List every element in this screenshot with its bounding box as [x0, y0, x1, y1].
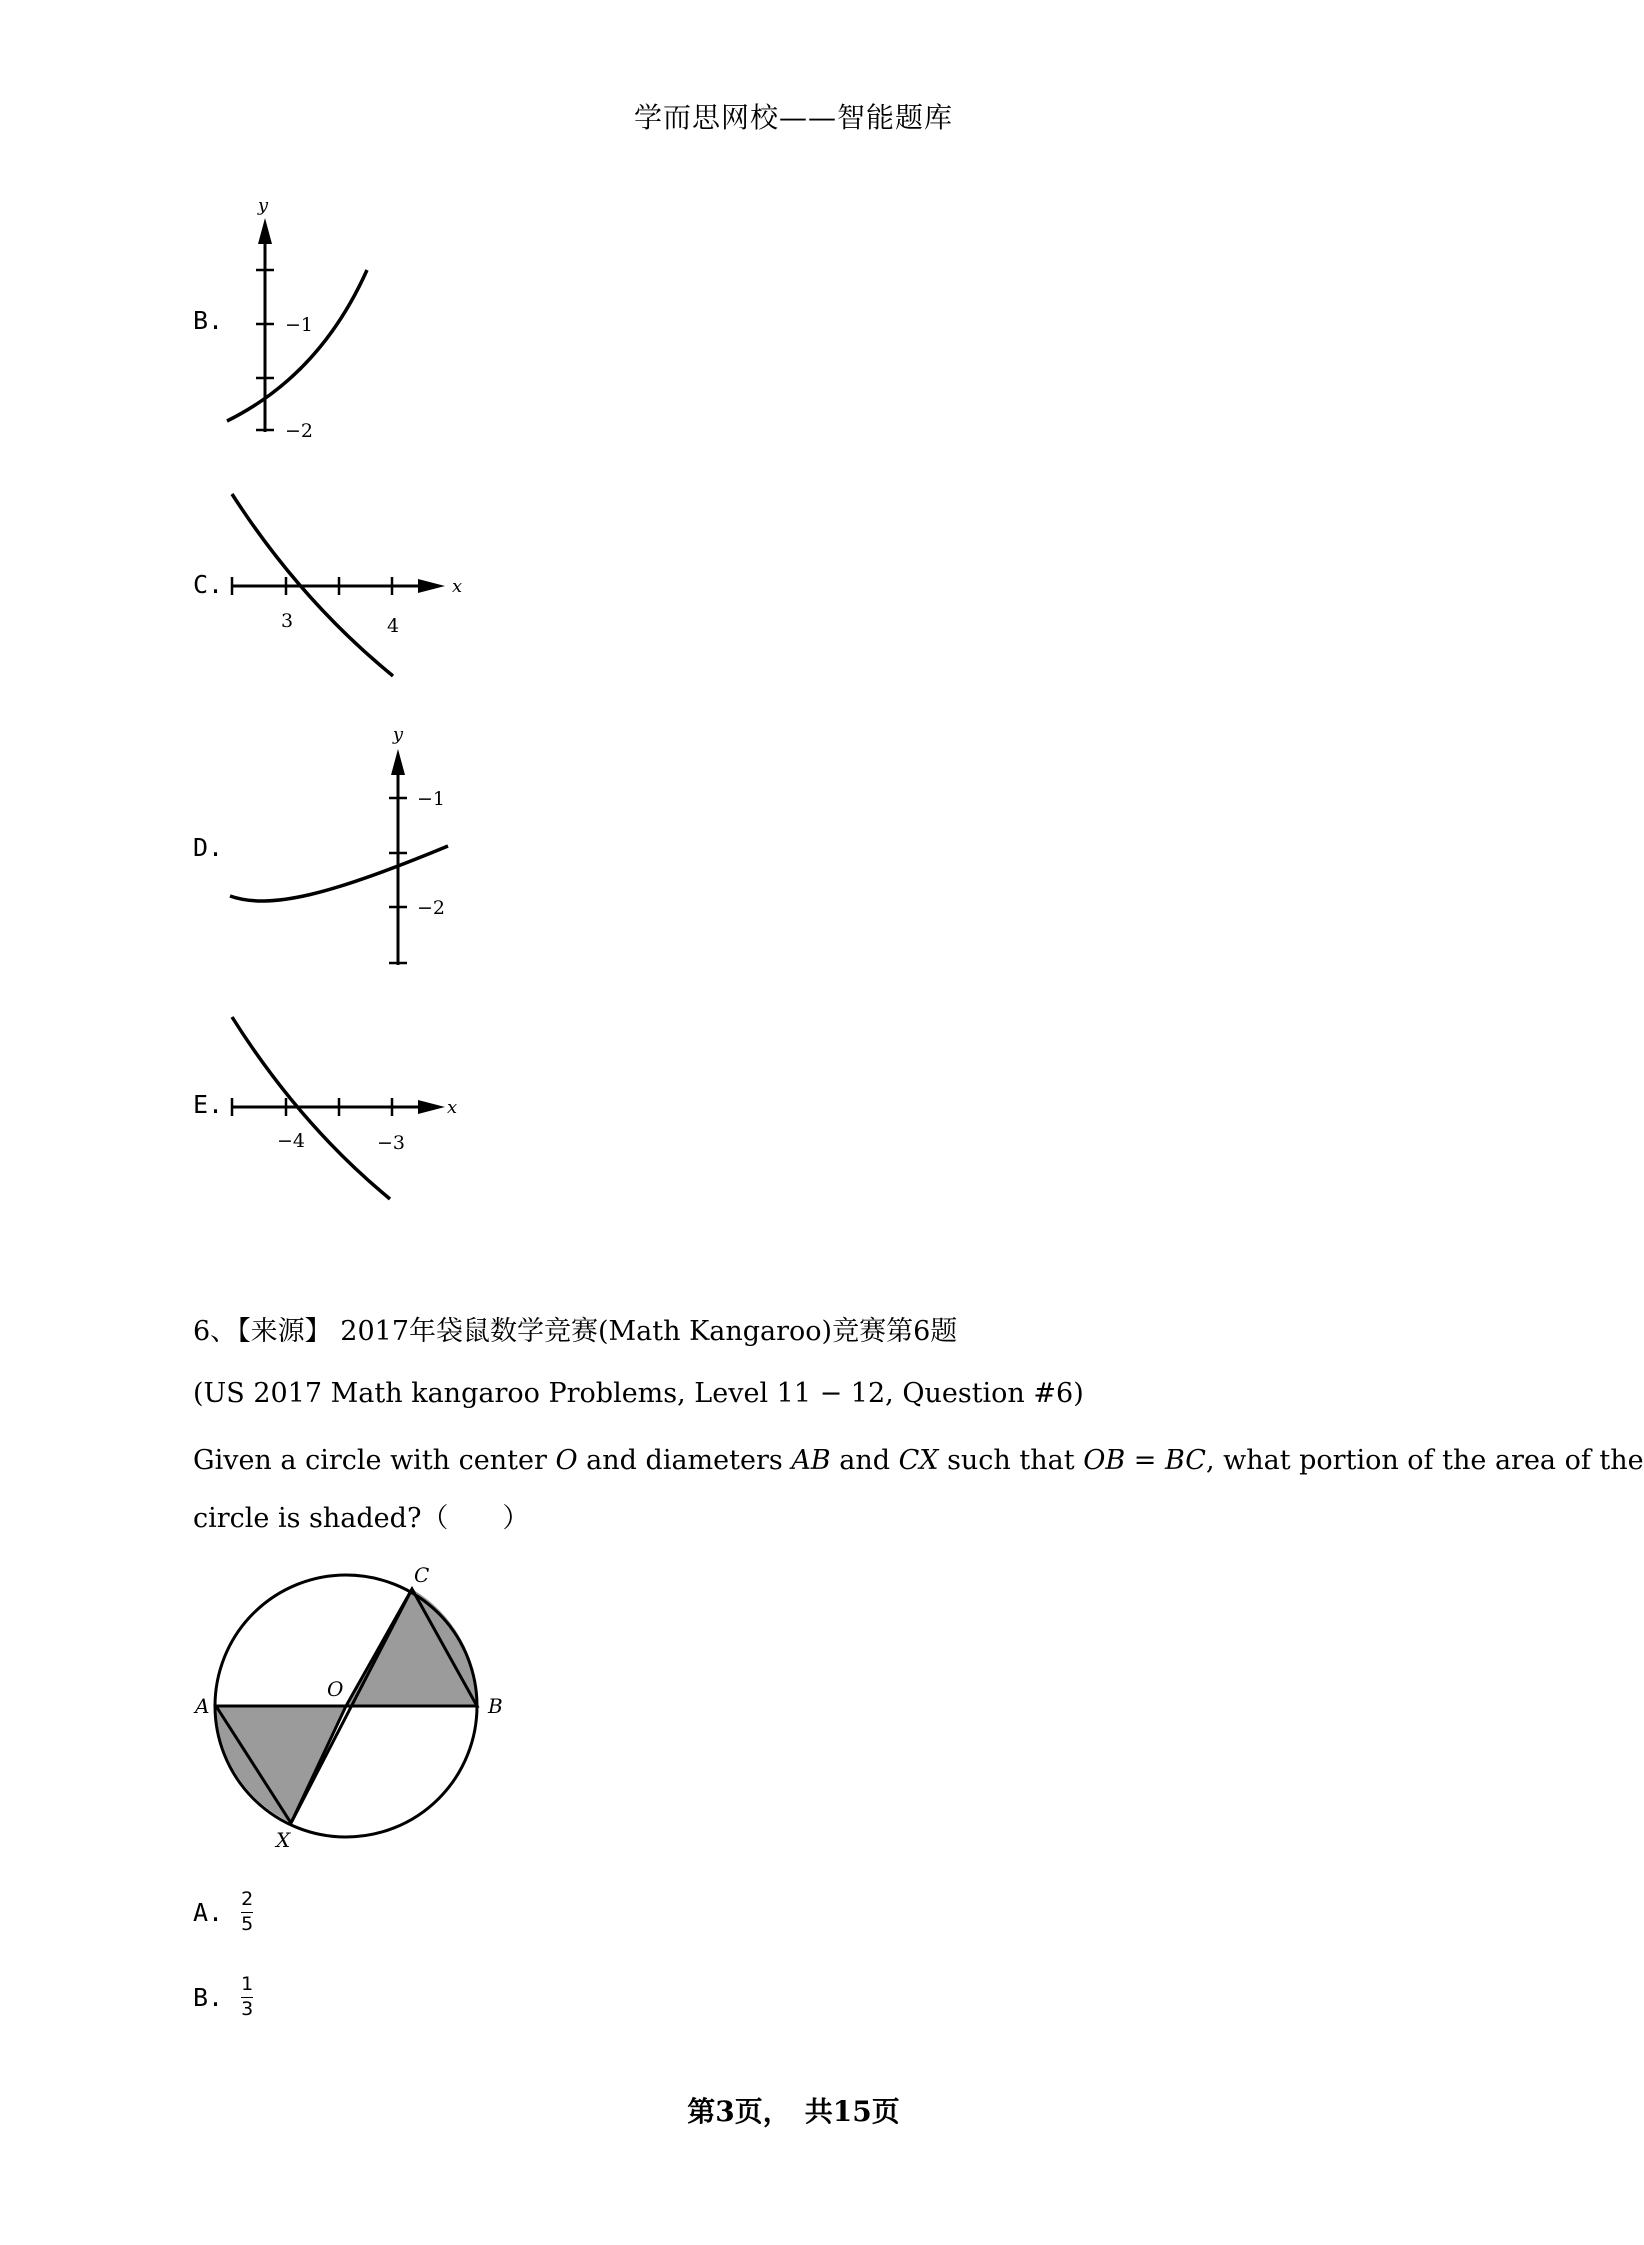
- option-b-graph: [215, 190, 415, 440]
- x-axis-arrow: [418, 1100, 445, 1114]
- axis-label: x: [452, 576, 463, 597]
- option-letter: B.: [193, 1983, 224, 2013]
- option-d-letter: D.: [193, 833, 224, 862]
- question-number: 6、: [193, 1316, 238, 1347]
- y-axis-arrow: [391, 749, 405, 775]
- axis-label: y: [392, 724, 404, 745]
- tick-label: −1: [417, 788, 446, 810]
- tick-label: −4: [276, 1130, 306, 1152]
- circle-figure: [185, 1555, 515, 1865]
- option-a[interactable]: [193, 1890, 253, 1935]
- label-x: X: [276, 1828, 291, 1852]
- label-a: A: [195, 1694, 210, 1718]
- tick-label: 3: [280, 610, 294, 632]
- option-d-graph: [215, 715, 475, 975]
- label-c: C: [414, 1563, 430, 1587]
- axis-label: y: [257, 195, 269, 216]
- tick-label: −2: [417, 897, 446, 919]
- option-c-graph: [215, 485, 475, 685]
- question-6-text-line1: Given a circle with center O and diameters AB and CX such that OB = BC, what portion of the area of the: [193, 1445, 1644, 1476]
- fraction: $\frac{1}{3}$: [241, 1973, 254, 2021]
- curve: [230, 846, 448, 901]
- page-header: 学而思网校——智能题库: [633, 101, 953, 134]
- tick-label: −2: [285, 420, 314, 442]
- option-e-graph: [215, 1005, 475, 1205]
- fraction: $\frac{2}{5}$: [241, 1888, 254, 1936]
- source-tag: 【来源】: [237, 1316, 332, 1347]
- y-axis-arrow: [258, 218, 272, 244]
- page-footer: 第3页， 共15页: [687, 2095, 900, 2128]
- curve: [227, 270, 367, 421]
- question-6-subtitle: (US 2017 Math kangaroo Problems, Level 11 − 12, Question #6): [193, 1378, 1084, 1409]
- axis-label: x: [447, 1097, 458, 1118]
- x-axis-arrow: [418, 579, 445, 593]
- option-c-letter: C.: [193, 570, 224, 599]
- option-b[interactable]: [193, 1975, 253, 2020]
- question-6-text-line2: circle is shaded?（ ）: [193, 1503, 530, 1534]
- option-letter: A.: [193, 1898, 224, 1928]
- option-b-letter: B.: [193, 306, 224, 335]
- question-6-heading: [193, 1309, 957, 1348]
- tick-label: −3: [376, 1132, 406, 1154]
- label-b: B: [488, 1694, 503, 1718]
- label-o: O: [327, 1677, 344, 1701]
- tick-label: 4: [386, 615, 400, 637]
- option-e-letter: E.: [193, 1090, 224, 1119]
- tick-label: −1: [285, 314, 314, 336]
- source-text: 2017年袋鼠数学竞赛(Math Kangaroo)竞赛第6题: [340, 1316, 958, 1347]
